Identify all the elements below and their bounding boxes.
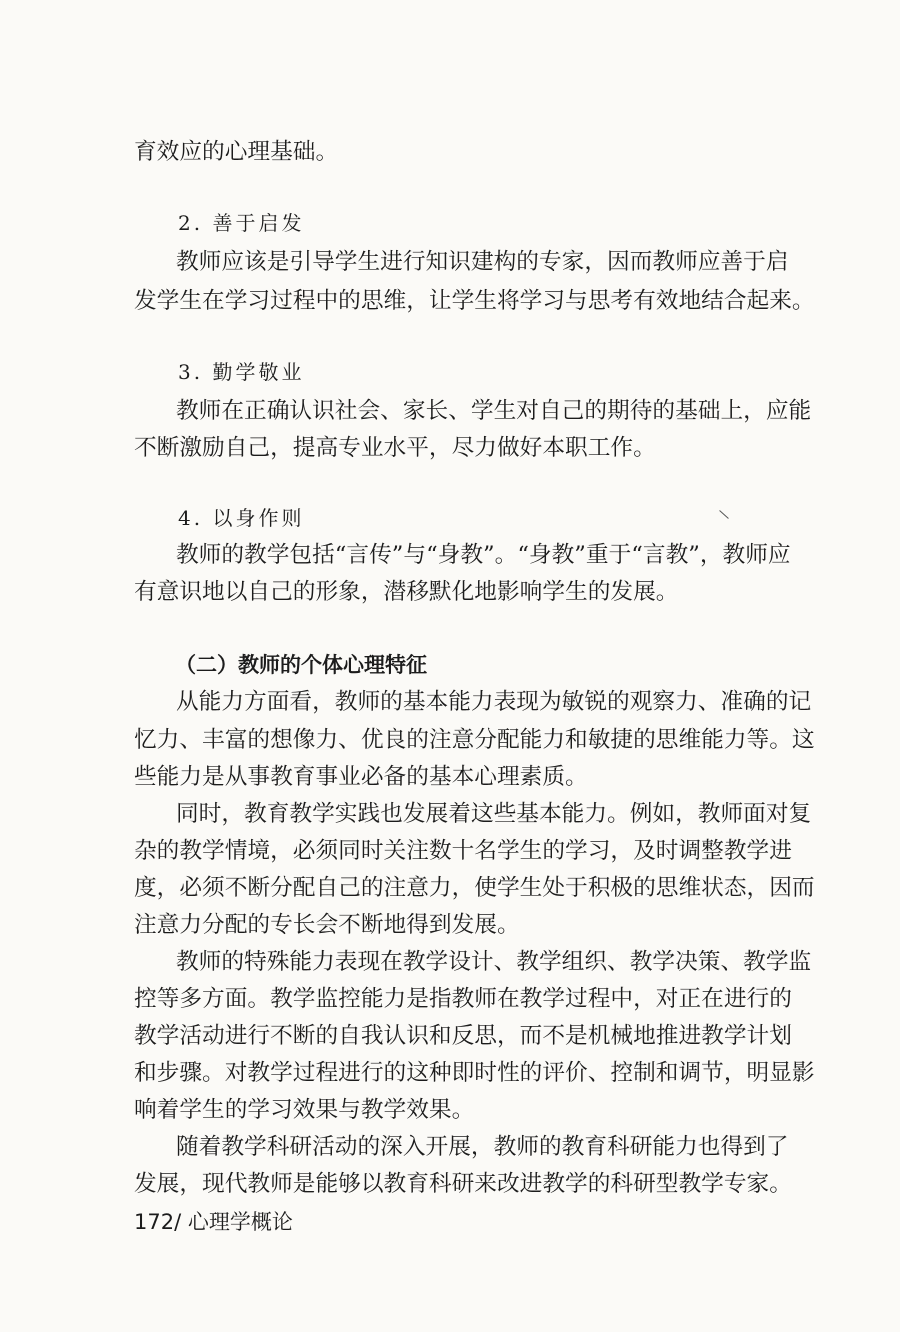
text-line: 些能力是从事教育事业必备的基本心理素质。 — [134, 764, 588, 790]
text-line: 和步骤。对教学过程进行的这种即时性的评价、控制和调节，明显影 — [134, 1060, 815, 1086]
text-line: 发学生在学习过程中的思维，让学生将学习与思考有效地结合起来。 — [134, 288, 815, 314]
text-line: 同时，教育教学实践也发展着这些基本能力。例如，教师面对复 — [176, 801, 812, 827]
text-line: 注意力分配的专长会不断地得到发展。 — [134, 912, 520, 938]
stray-mark — [719, 510, 729, 519]
item-heading-2: 2. 善于启发 — [178, 211, 305, 235]
text-line: 教师的教学包括“言传”与“身教”。“身教”重于“言教”，教师应 — [176, 542, 791, 568]
text-line: 教师的特殊能力表现在教学设计、教学组织、教学决策、教学监 — [176, 949, 812, 975]
text-line: 随着教学科研活动的深入开展，教师的教育科研能力也得到了 — [176, 1134, 789, 1160]
item-heading-4: 4. 以身作则 — [178, 506, 305, 530]
text-line: 控等多方面。教学监控能力是指教师在教学过程中，对正在进行的 — [134, 986, 792, 1012]
item-heading-3: 3. 勤学敬业 — [178, 360, 305, 384]
page-footer: 172/ 心理学概论 — [134, 1210, 293, 1234]
text-line: 有意识地以自己的形象，潜移默化地影响学生的发展。 — [134, 579, 679, 605]
text-line: 不断激励自己，提高专业水平，尽力做好本职工作。 — [134, 435, 656, 461]
text-line: 从能力方面看，教师的基本能力表现为敏锐的观察力、准确的记 — [176, 689, 812, 715]
text-line: 度，必须不断分配自己的注意力，使学生处于积极的思维状态，因而 — [134, 875, 815, 901]
text-line: 发展，现代教师是能够以教育科研来改进教学的科研型教学专家。 — [134, 1171, 792, 1197]
text-line: 响着学生的学习效果与教学效果。 — [134, 1097, 475, 1123]
text-line: 忆力、丰富的想像力、优良的注意分配能力和敏捷的思维能力等。这 — [134, 727, 815, 753]
text-line: 教师应该是引导学生进行知识建构的专家，因而教师应善于启 — [176, 249, 789, 275]
text-line: 杂的教学情境，必须同时关注数十名学生的学习，及时调整教学进 — [134, 838, 792, 864]
section-heading: （二）教师的个体心理特征 — [175, 653, 427, 677]
text-line: 育效应的心理基础。 — [134, 139, 339, 165]
text-line: 教师在正确认识社会、家长、学生对自己的期待的基础上，应能 — [176, 398, 812, 424]
text-line: 教学活动进行不断的自我认识和反思，而不是机械地推进教学计划 — [134, 1023, 792, 1049]
